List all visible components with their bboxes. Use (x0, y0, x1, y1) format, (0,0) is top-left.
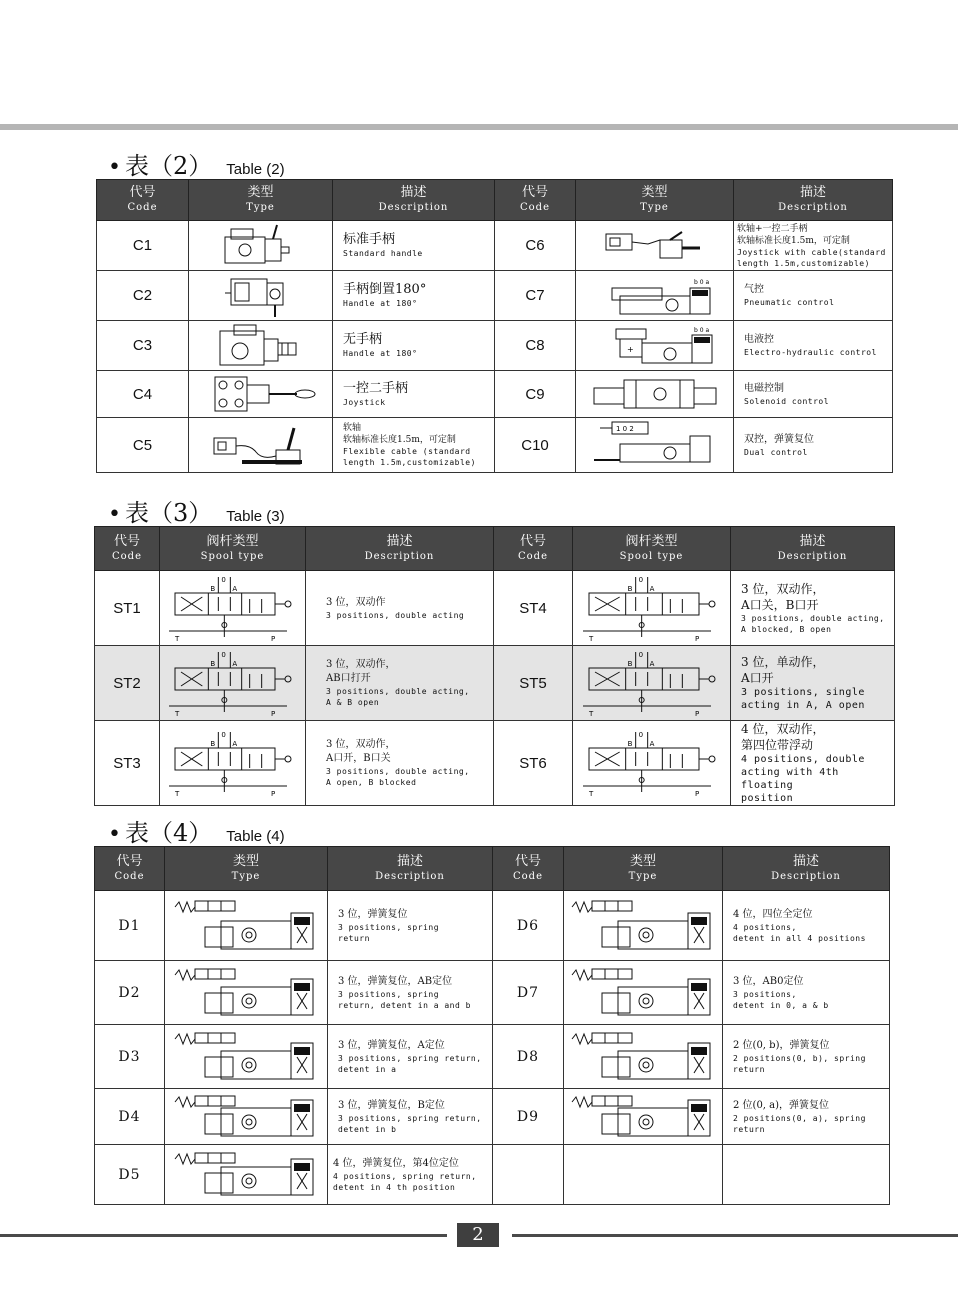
description-cell: 3 位，弹簧复位，B定位 3 positions, spring return, detent in b (328, 1089, 493, 1145)
table4-heading: • 表（4） Table (4) (108, 813, 285, 848)
svg-text:A: A (231, 660, 237, 668)
footer-line-left (0, 1234, 447, 1237)
type-cell (576, 271, 734, 321)
description-cell: 3 位，双动作， AB口打开 3 positions, double acting, A & B open (306, 646, 494, 721)
svg-text:b 0 a: b 0 a (693, 326, 709, 334)
table-row (97, 321, 893, 371)
type-cell (576, 221, 734, 271)
header-type: 类型 Type (564, 847, 723, 891)
header-description: 描述 Description (723, 847, 890, 891)
header-code: 代号 Code (95, 847, 165, 891)
svg-text:B: B (209, 740, 215, 748)
table2 (96, 179, 893, 473)
code-cell: C6 (495, 221, 576, 271)
type-cell (564, 891, 723, 961)
table4-header-row (95, 847, 890, 891)
svg-text:A: A (649, 660, 654, 668)
header-description: 描述 Description (734, 180, 893, 221)
type-cell (189, 418, 333, 473)
type-cell (165, 1025, 328, 1089)
code-cell: C5 (97, 418, 189, 473)
code-cell (493, 1145, 564, 1205)
dual-control-icon (590, 420, 720, 470)
header-code: 代号 Code (495, 180, 576, 221)
detent-valve-icon (568, 963, 718, 1023)
table3-heading-en: Table (3) (226, 508, 285, 525)
description-cell: 2 位(0, b)，弹簧复位 2 positions(0, b), spring return (723, 1025, 890, 1089)
code-cell: D2 (95, 961, 165, 1025)
spool-cell (160, 646, 306, 721)
description-cell: 标准手柄 Standard handle (333, 221, 495, 271)
type-cell (189, 221, 333, 271)
code-cell: ST4 (494, 571, 573, 646)
description-cell: 3 位，双动作 3 positions, double acting (306, 571, 494, 646)
table2-header-row (97, 180, 893, 221)
table-row (95, 1089, 890, 1145)
detent-valve-icon (171, 1090, 321, 1144)
code-cell: C7 (495, 271, 576, 321)
joystick-cable-icon (600, 226, 710, 266)
svg-text:T: T (174, 710, 179, 718)
table3 (94, 526, 895, 806)
svg-text:0: 0 (638, 731, 643, 739)
spool-symbol-icon (577, 648, 727, 718)
svg-text:P: P (694, 790, 699, 798)
code-cell: ST2 (95, 646, 160, 721)
table-row (95, 961, 890, 1025)
description-cell: 4 位，四位全定位 4 positions, detent in all 4 positions (723, 891, 890, 961)
header-type: 类型 Type (189, 180, 333, 221)
code-cell: D1 (95, 891, 165, 961)
type-cell (564, 1089, 723, 1145)
svg-text:+: + (626, 344, 634, 354)
svg-text:P: P (270, 710, 275, 718)
type-cell (189, 321, 333, 371)
description-cell: 电液控 Electro-hydraulic control (734, 321, 893, 371)
description-cell: 双控，弹簧复位 Dual control (734, 418, 893, 473)
code-cell: ST6 (494, 721, 573, 806)
description-cell: 3 位，双动作， A口开，B口关 3 positions, double acting, A open, B blocked (306, 721, 494, 806)
description-cell: 手柄倒置180° Handle at 180° (333, 271, 495, 321)
header-type: 类型 Type (576, 180, 734, 221)
flexible-cable-icon (206, 422, 316, 468)
table-row (97, 371, 893, 418)
code-cell: C9 (495, 371, 576, 418)
spool-symbol-icon (163, 728, 303, 798)
code-cell: D7 (493, 961, 564, 1025)
detent-valve-icon (171, 963, 321, 1023)
table-row (95, 1025, 890, 1089)
page-number: 2 (457, 1223, 499, 1247)
svg-text:0: 0 (220, 576, 226, 584)
spool-cell (160, 721, 306, 806)
svg-text:T: T (588, 790, 593, 798)
code-cell: D5 (95, 1145, 165, 1205)
svg-text:B: B (209, 660, 215, 668)
type-cell (564, 1025, 723, 1089)
code-cell: D3 (95, 1025, 165, 1089)
svg-text:0: 0 (220, 731, 226, 739)
table2-heading-cn: 表（2） (124, 152, 213, 180)
code-cell: D8 (493, 1025, 564, 1089)
svg-text:0: 0 (638, 576, 643, 584)
description-cell: 3 位，弹簧复位，A定位 3 positions, spring return, detent in a (328, 1025, 493, 1089)
svg-text:P: P (270, 635, 275, 643)
type-cell (576, 371, 734, 418)
detent-valve-icon (568, 1027, 718, 1087)
type-cell (576, 321, 734, 371)
description-cell: 气控 Pneumatic control (734, 271, 893, 321)
code-cell: D9 (493, 1089, 564, 1145)
code-cell: D6 (493, 891, 564, 961)
solenoid-control-icon (590, 374, 720, 414)
detent-valve-icon (568, 1090, 718, 1144)
table-row (95, 891, 890, 961)
joystick-icon (201, 373, 321, 415)
footer-line-right (512, 1234, 958, 1237)
code-cell: ST1 (95, 571, 160, 646)
type-cell (576, 418, 734, 473)
description-cell: 3 位，单动作， A口开 3 positions, single acting in A, A open (731, 646, 895, 721)
spool-cell (573, 721, 731, 806)
svg-text:B: B (627, 585, 632, 593)
type-cell (564, 961, 723, 1025)
electro-hydraulic-icon (590, 323, 720, 369)
type-cell (165, 891, 328, 961)
header-description: 描述 Description (328, 847, 493, 891)
table3-heading: • 表（3） Table (3) (108, 493, 285, 528)
header-description: 描述 Description (731, 527, 895, 571)
code-cell: C8 (495, 321, 576, 371)
header-spool-type: 阀杆类型 Spool type (573, 527, 731, 571)
no-handle-icon (216, 323, 306, 369)
svg-text:A: A (231, 740, 237, 748)
code-cell: C4 (97, 371, 189, 418)
code-cell: C3 (97, 321, 189, 371)
table-row (95, 721, 895, 806)
table-row (95, 1145, 890, 1205)
spool-symbol-icon (577, 728, 727, 798)
svg-text:B: B (627, 740, 632, 748)
handle-180-icon (221, 273, 301, 319)
detent-valve-icon (568, 895, 718, 957)
spool-cell (573, 646, 731, 721)
header-description: 描述 Description (306, 527, 494, 571)
detent-valve-icon (171, 895, 321, 957)
svg-text:T: T (588, 635, 593, 643)
svg-text:P: P (694, 635, 699, 643)
table4 (94, 846, 890, 1205)
header-code: 代号 Code (494, 527, 573, 571)
code-cell: C2 (97, 271, 189, 321)
table-row (97, 221, 893, 271)
table-row (97, 418, 893, 473)
table3-header-row (95, 527, 895, 571)
description-cell: 软轴+一控二手柄 软轴标准长度1.5m，可定制 Joystick with cable(standard length 1.5m,customizable) (734, 221, 893, 271)
table4-heading-en: Table (4) (226, 828, 285, 845)
svg-text:b 0 a: b 0 a (693, 278, 709, 286)
description-cell: 电磁控制 Solenoid control (734, 371, 893, 418)
svg-text:1 0 2: 1 0 2 (615, 425, 634, 433)
spool-symbol-icon (163, 648, 303, 718)
description-cell: 软轴 软轴标准长度1.5m，可定制 Flexible cable (standard length 1.5m,customizable) (333, 418, 495, 473)
svg-text:T: T (588, 710, 593, 718)
code-cell: C10 (495, 418, 576, 473)
description-cell: 3 位，AB0定位 3 positions, detent in 0, a & b (723, 961, 890, 1025)
svg-text:B: B (209, 585, 215, 593)
spool-cell (160, 571, 306, 646)
pneumatic-control-icon (590, 274, 720, 318)
empty-cell (564, 1145, 723, 1205)
detent-valve-icon (171, 1027, 321, 1087)
svg-text:T: T (174, 635, 179, 643)
type-cell (189, 371, 333, 418)
svg-text:A: A (649, 740, 654, 748)
standard-handle-icon (221, 223, 301, 269)
table2-heading-en: Table (2) (226, 161, 285, 178)
svg-text:P: P (694, 710, 699, 718)
description-cell: 3 位，弹簧复位，AB定位 3 positions, spring return, detent in a and b (328, 961, 493, 1025)
svg-text:A: A (231, 585, 237, 593)
type-cell (189, 271, 333, 321)
description-cell: 3 位，双动作， A口关，B口开 3 positions, double acting, A blocked, B open (731, 571, 895, 646)
svg-text:0: 0 (220, 651, 226, 659)
description-cell: 3 位，弹簧复位 3 positions, spring return (328, 891, 493, 961)
svg-text:T: T (174, 790, 179, 798)
description-cell: 无手柄 Handle at 180° (333, 321, 495, 371)
svg-text:P: P (270, 790, 275, 798)
code-cell: D4 (95, 1089, 165, 1145)
description-cell: 2 位(0, a)，弹簧复位 2 positions(0, a), spring return (723, 1089, 890, 1145)
table-row (97, 271, 893, 321)
type-cell (165, 961, 328, 1025)
svg-text:B: B (627, 660, 632, 668)
svg-text:A: A (649, 585, 654, 593)
top-divider (0, 124, 958, 130)
detent-valve-icon (171, 1147, 321, 1203)
header-description: 描述 Description (333, 180, 495, 221)
type-cell (165, 1145, 328, 1205)
spool-symbol-icon (163, 573, 303, 643)
type-cell (165, 1089, 328, 1145)
description-cell (723, 1145, 890, 1205)
table2-heading: • 表（2） Table (2) (108, 146, 285, 181)
description-cell: 4 位，弹簧复位，第4位定位 4 positions, spring return, detent in 4 th position (328, 1145, 493, 1205)
description-cell: 一控二手柄 Joystick (333, 371, 495, 418)
header-code: 代号 Code (493, 847, 564, 891)
header-type: 类型 Type (165, 847, 328, 891)
table3-heading-cn: 表（3） (124, 499, 213, 527)
spool-cell (573, 571, 731, 646)
code-cell: ST5 (494, 646, 573, 721)
svg-text:0: 0 (638, 651, 643, 659)
header-code: 代号 Code (97, 180, 189, 221)
description-cell: 4 位，双动作， 第四位带浮动 4 positions, double acting with 4th floating position (731, 721, 895, 806)
table-row (95, 646, 895, 721)
spool-symbol-icon (577, 573, 727, 643)
table4-heading-cn: 表（4） (124, 819, 213, 847)
code-cell: C1 (97, 221, 189, 271)
code-cell: ST3 (95, 721, 160, 806)
header-spool-type: 阀杆类型 Spool type (160, 527, 306, 571)
table-row (95, 571, 895, 646)
header-code: 代号 Code (95, 527, 160, 571)
